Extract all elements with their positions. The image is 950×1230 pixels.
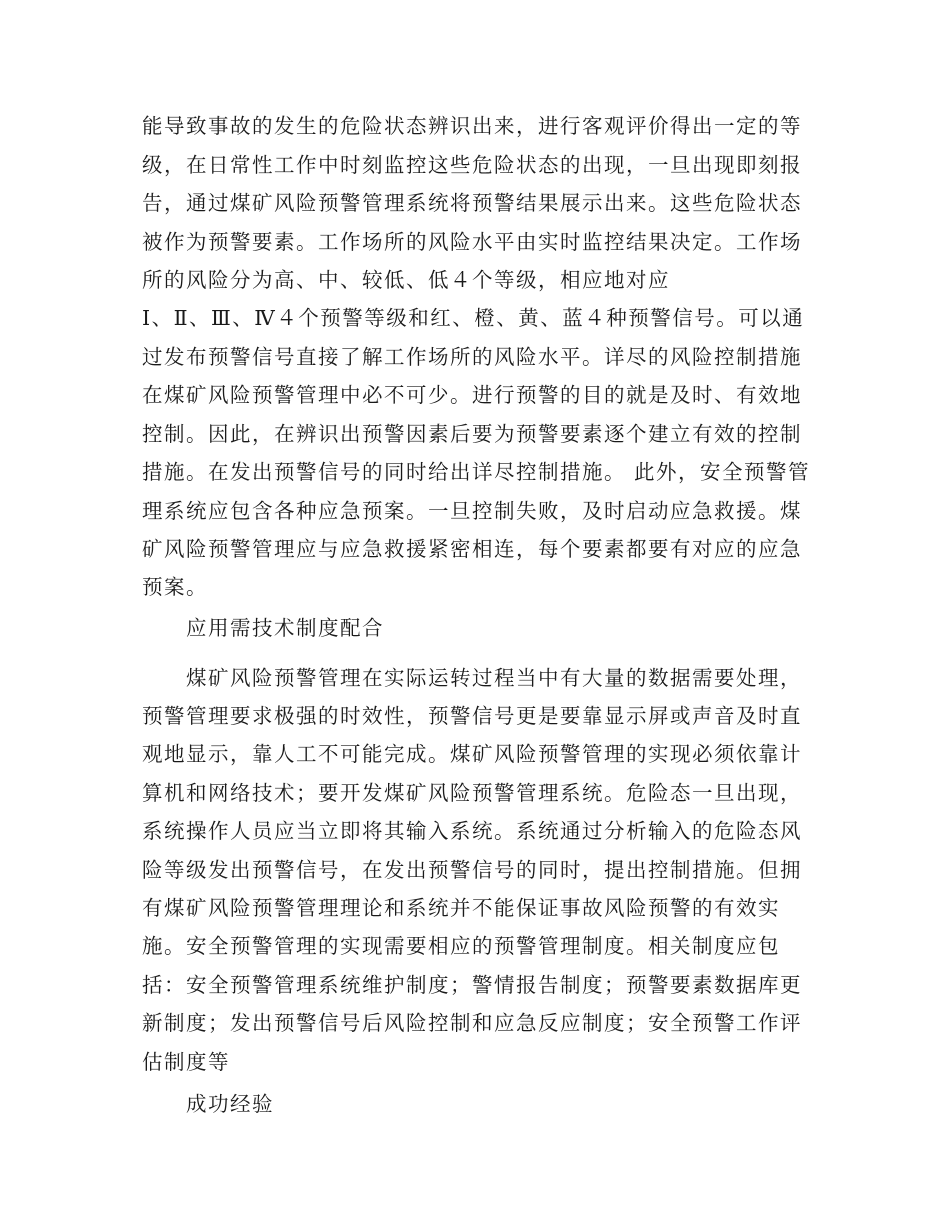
- section-heading: 成功经验: [186, 1092, 274, 1116]
- paragraph-line: 险等级发出预警信号，在发出预警信号的同时，提出控制措施。但拥: [142, 858, 802, 882]
- section-heading: 应用需技术制度配合: [186, 616, 384, 640]
- paragraph-first-line: 煤矿风险预警管理在实际运转过程当中有大量的数据需要处理，: [186, 666, 802, 690]
- paragraph-line: 级，在日常性工作中时刻监控这些危险状态的出现，一旦出现即刻报: [142, 153, 802, 177]
- paragraph-line: 观地显示，靠人工不可能完成。煤矿风险预警管理的实现必须依靠计: [142, 742, 802, 766]
- paragraph-line: 过发布预警信号直接了解工作场所的风险水平。详尽的风险控制措施: [142, 345, 802, 369]
- paragraph-line: 所的风险分为高、中、较低、低４个等级，相应地对应: [142, 268, 670, 292]
- paragraph-line: 告，通过煤矿风险预警管理系统将预警结果展示出来。这些危险状态: [142, 191, 802, 215]
- paragraph-line: 括：安全预警管理系统维护制度；警情报告制度；预警要素数据库更: [142, 973, 802, 997]
- paragraph-line: 被作为预警要素。工作场所的风险水平由实时监控结果决定。工作场: [142, 230, 802, 254]
- paragraph-line: 在煤矿风险预警管理中必不可少。进行预警的目的就是及时、有效地: [142, 383, 802, 407]
- paragraph-line: 措施。在发出预警信号的同时给出详尽控制措施。 此外，安全预警管: [142, 460, 811, 484]
- paragraph-line: 估制度等: [142, 1050, 230, 1074]
- paragraph-line: Ⅰ、Ⅱ、Ⅲ、Ⅳ４个预警等级和红、橙、黄、蓝４种预警信号。可以通: [142, 306, 805, 330]
- paragraph-line: 理系统应包含各种应急预案。一旦控制失败，及时启动应急救援。煤: [142, 499, 802, 523]
- paragraph-line: 施。安全预警管理的实现需要相应的预警管理制度。相关制度应包: [142, 934, 780, 958]
- paragraph-line: 控制。因此，在辨识出预警因素后要为预警要素逐个建立有效的控制: [142, 422, 802, 446]
- paragraph-line: 算机和网络技术；要开发煤矿风险预警管理系统。危险态一旦出现，: [142, 781, 802, 805]
- paragraph-line: 能导致事故的发生的危险状态辨识出来，进行客观评价得出一定的等: [142, 114, 802, 138]
- paragraph-line: 系统操作人员应当立即将其输入系统。系统通过分析输入的危险态风: [142, 819, 802, 843]
- paragraph-line: 预警管理要求极强的时效性，预警信号更是要靠显示屏或声音及时直: [142, 704, 802, 728]
- paragraph-line: 矿风险预警管理应与应急救援紧密相连，每个要素都要有对应的应急: [142, 537, 802, 561]
- paragraph-line: 预案。: [142, 575, 208, 599]
- paragraph-line: 新制度；发出预警信号后风险控制和应急反应制度；安全预警工作评: [142, 1011, 802, 1035]
- paragraph-line: 有煤矿风险预警管理理论和系统并不能保证事故风险预警的有效实: [142, 896, 780, 920]
